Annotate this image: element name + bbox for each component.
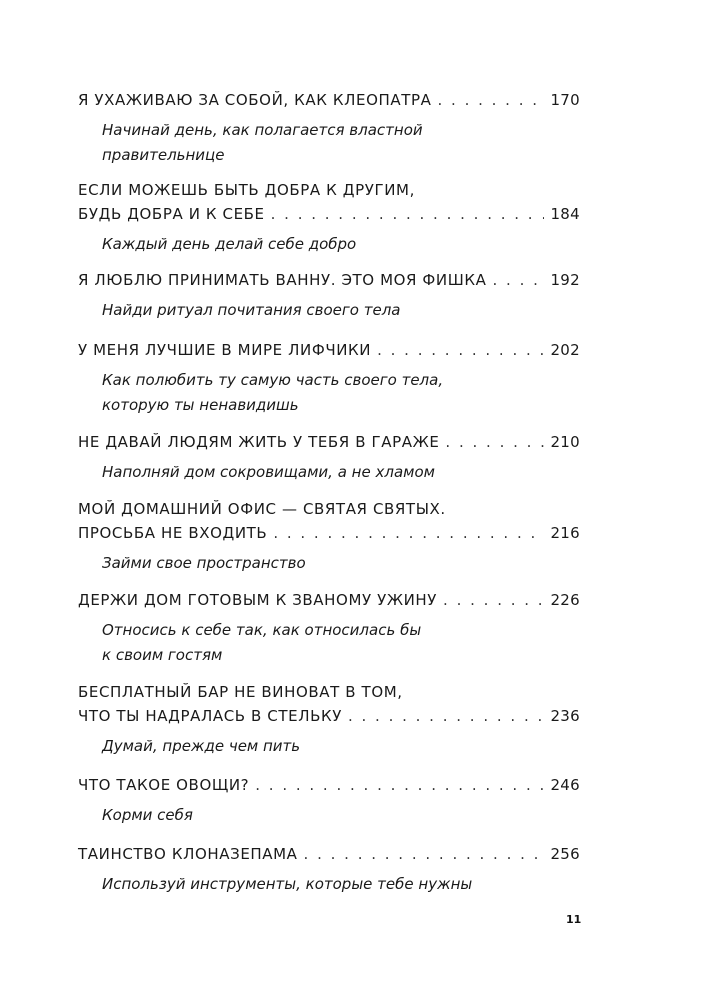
toc-title: БУДЬ ДОБРА И К СЕБЕ (78, 205, 265, 223)
toc-page-number: 210 (550, 433, 580, 451)
toc-title-line (78, 178, 580, 202)
toc-title: ТАИНСТВО КЛОНАЗЕПАМА (78, 845, 298, 863)
toc-subtitle (102, 551, 580, 576)
toc-title-line (78, 680, 580, 704)
dot-leader (377, 338, 544, 362)
toc-subtitle-line: Как полюбить ту самую часть своего тела, (102, 371, 444, 389)
dot-leader (273, 521, 544, 545)
toc-page-number: 202 (550, 341, 580, 359)
toc-title-line (78, 268, 580, 292)
dot-leader (348, 704, 545, 728)
toc-entry (78, 430, 580, 485)
toc-entry (78, 88, 580, 168)
toc-subtitle (102, 872, 580, 897)
toc-entry (78, 178, 580, 257)
toc-page-number: 184 (550, 205, 580, 223)
toc-page-number: 256 (550, 845, 580, 863)
toc-entry (78, 588, 580, 668)
toc-title-line (78, 202, 580, 226)
toc-title-line (78, 88, 580, 112)
toc-subtitle-line: Займи свое пространство (102, 554, 306, 572)
toc-subtitle (102, 460, 580, 485)
dot-leader (438, 88, 545, 112)
dot-leader (443, 588, 544, 612)
toc-title: У МЕНЯ ЛУЧШИЕ В МИРЕ ЛИФЧИКИ (78, 341, 372, 359)
toc-title: НЕ ДАВАЙ ЛЮДЯМ ЖИТЬ У ТЕБЯ В ГАРАЖЕ (78, 433, 440, 451)
toc-title-line (78, 588, 580, 612)
toc-title-line (78, 430, 580, 454)
toc-page-number: 246 (550, 776, 580, 794)
toc-subtitle-line: Используй инструменты, которые тебе нужны (102, 875, 473, 893)
toc-title: Я УХАЖИВАЮ ЗА СОБОЙ, КАК КЛЕОПАТРА (78, 91, 432, 109)
toc-title: ЧТО ТЫ НАДРАЛАСЬ В СТЕЛЬКУ (78, 707, 342, 725)
toc-entry (78, 842, 580, 897)
toc-subtitle-line: правительнице (102, 146, 225, 164)
toc-subtitle (102, 118, 580, 168)
toc-title: БЕСПЛАТНЫЙ БАР НЕ ВИНОВАТ В ТОМ, (78, 683, 403, 701)
toc-title-line (78, 842, 580, 866)
toc-entry (78, 680, 580, 759)
dot-leader (493, 268, 545, 292)
toc-title-line (78, 521, 580, 545)
page-number: 11 (566, 913, 582, 926)
toc-title: ДЕРЖИ ДОМ ГОТОВЫМ К ЗВАНОМУ УЖИНУ (78, 591, 438, 609)
toc-subtitle-line: Относись к себе так, как относилась бы (102, 621, 422, 639)
toc-subtitle (102, 232, 580, 257)
toc-entry (78, 497, 580, 576)
toc-title: ПРОСЬБА НЕ ВХОДИТЬ (78, 524, 268, 542)
toc-subtitle-line: Найди ритуал почитания своего тела (102, 301, 401, 319)
dot-leader (255, 773, 544, 797)
toc-title: ЕСЛИ МОЖЕШЬ БЫТЬ ДОБРА К ДРУГИМ, (78, 181, 415, 199)
dot-leader (445, 430, 544, 454)
toc-subtitle-line: к своим гостям (102, 646, 223, 664)
toc-subtitle-line: Думай, прежде чем пить (102, 737, 301, 755)
toc-subtitle-line: Начинай день, как полагается властной (102, 121, 423, 139)
toc-entry (78, 773, 580, 828)
toc-subtitle-line: Наполняй дом сокровищами, а не хламом (102, 463, 435, 481)
toc-entry (78, 268, 580, 323)
toc-title-line (78, 338, 580, 362)
toc-subtitle (102, 618, 580, 668)
toc-title-line (78, 773, 580, 797)
toc-title: Я ЛЮБЛЮ ПРИНИМАТЬ ВАННУ. ЭТО МОЯ ФИШКА (78, 271, 487, 289)
toc-subtitle-line: которую ты ненавидишь (102, 396, 299, 414)
toc-page-number: 170 (550, 91, 580, 109)
dot-leader (304, 842, 545, 866)
toc-subtitle (102, 803, 580, 828)
toc-title-line (78, 497, 580, 521)
dot-leader (271, 202, 545, 226)
toc-page-number: 192 (550, 271, 580, 289)
toc-subtitle-line: Корми себя (102, 806, 193, 824)
toc-title-line (78, 704, 580, 728)
toc-subtitle-line: Каждый день делай себе добро (102, 235, 357, 253)
toc-page-number: 216 (550, 524, 580, 542)
toc-entry (78, 338, 580, 418)
toc-subtitle (102, 734, 580, 759)
toc-subtitle (102, 368, 580, 418)
toc-page-number: 226 (550, 591, 580, 609)
toc-title: ЧТО ТАКОЕ ОВОЩИ? (78, 776, 250, 794)
toc-page-number: 236 (550, 707, 580, 725)
toc-title: МОЙ ДОМАШНИЙ ОФИС — СВЯТАЯ СВЯТЫХ. (78, 500, 446, 518)
toc-subtitle (102, 298, 580, 323)
